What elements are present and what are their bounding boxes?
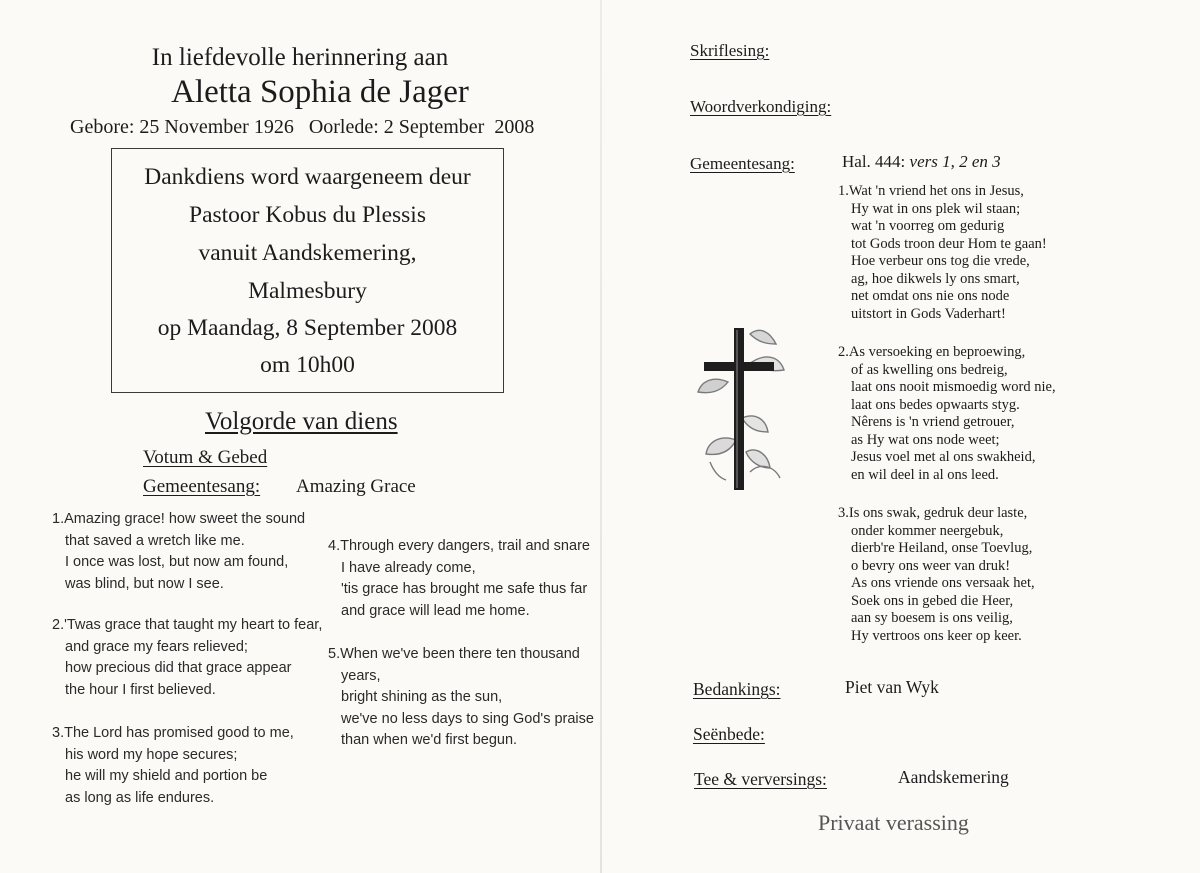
votum-gebed-label: Votum & Gebed <box>143 447 268 468</box>
hymn-line: Nêrens is 'n vriend getrouer, <box>851 414 1015 430</box>
service-line: om 10h00 <box>260 352 355 378</box>
hymn-line: aan sy boesem is ons veilig, <box>851 610 1013 626</box>
hymn-line: 3.Is ons swak, gedruk deur laste, <box>838 505 1028 521</box>
verse-line: 'tis grace has brought me safe thus far <box>341 581 588 597</box>
service-line: vanuit Aandskemering, <box>198 240 417 266</box>
tee-verversings-label: Tee & verversings: <box>694 769 827 789</box>
verse-line: 2.'Twas grace that taught my heart to fear, <box>52 617 323 633</box>
service-line: Malmesbury <box>248 278 367 304</box>
verse-line: as long as life endures. <box>65 789 215 806</box>
verse-line: 5.When we've been there ten thousand <box>328 646 580 662</box>
hymn-line: wat 'n voorreg om gedurig <box>851 218 1005 234</box>
verse-line: that saved a wretch like me. <box>65 532 245 549</box>
hymn-line: Hoe verbeur ons tog die vrede, <box>851 253 1030 269</box>
gemeentesang-hymn: Amazing Grace <box>296 476 416 497</box>
verse-line: I have already come, <box>341 559 476 576</box>
bedankings-name: Piet van Wyk <box>845 677 939 697</box>
hymn-line: en wil deel in al ons leed. <box>851 466 999 483</box>
hymn-line: ag, hoe dikwels ly ons smart, <box>851 270 1020 287</box>
verse-line: 4.Through every dangers, trail and snare <box>328 538 590 554</box>
gemeentesang-label-right: Gemeentesang: <box>690 154 795 173</box>
verse-line: 1.Amazing grace! how sweet the sound <box>52 511 306 527</box>
hymn-line: laat ons nooit mismoedig word nie, <box>851 379 1056 395</box>
hymn-line: As ons vriende ons versaak het, <box>851 575 1035 591</box>
hymn-line: onder kommer neergebuk, <box>851 522 1004 539</box>
verse-line: years, <box>341 667 381 684</box>
bedankings-label: Bedankings: <box>693 679 781 699</box>
verse-line: and grace will lead me home. <box>341 602 530 619</box>
woordverkondiging-label: Woordverkondiging: <box>690 97 832 116</box>
seenbede-label: Seënbede: <box>693 724 765 744</box>
hymn-line: net omdat ons nie ons node <box>851 288 1010 304</box>
hymn-line: of as kwelling ons bedreig, <box>851 361 1008 378</box>
hymn-line: laat ons bedes opwaarts styg. <box>851 396 1020 413</box>
amazing-grace-verse-2 <box>52 615 322 701</box>
hymn-line: as Hy wat ons node weet; <box>851 431 1000 448</box>
hymn-line: 2.As versoeking en beproewing, <box>838 344 1026 360</box>
verse-line: the hour I first believed. <box>65 681 216 698</box>
hymn-reference <box>842 152 1001 172</box>
skriflesing-label: Skriflesing: <box>690 41 770 60</box>
order-of-service-title: Volgorde van diens <box>205 408 398 435</box>
service-line: op Maandag, 8 September 2008 <box>157 315 458 341</box>
verse-line: was blind, but now I see. <box>65 575 224 592</box>
cross-with-lilies-icon <box>690 322 790 492</box>
hymn-line: dierb're Heiland, onse Toevlug, <box>851 540 1033 556</box>
verse-line: 3.The Lord has promised good to me, <box>52 725 294 741</box>
hymn-line: 1.Wat 'n vriend het ons in Jesus, <box>838 183 1024 199</box>
page-fold <box>600 0 602 873</box>
amazing-grace-verse-3 <box>52 723 294 809</box>
verse-line: he will my shield and portion be <box>65 768 268 784</box>
amazing-grace-verse-1 <box>52 509 305 595</box>
tee-verversings-venue: Aandskemering <box>898 767 1009 787</box>
hymn-verse-1 <box>838 183 1047 323</box>
hymn-line: Hy vertroos ons keer op keer. <box>851 627 1022 644</box>
hymn-verses: vers 1, 2 en 3 <box>909 152 1001 171</box>
service-line: Pastoor Kobus du Plessis <box>189 202 426 228</box>
service-details-box <box>111 148 504 393</box>
hymn-number: Hal. 444: <box>842 152 906 171</box>
deceased-name: Aletta Sophia de Jager <box>171 74 469 110</box>
hymn-verse-2 <box>838 344 1056 484</box>
birth-death-dates: Gebore: 25 November 1926 Oorlede: 2 September 2008 <box>70 116 535 138</box>
verse-line: than when we'd first begun. <box>341 732 518 748</box>
amazing-grace-verse-5 <box>328 644 594 752</box>
hymn-line: Jesus voel met al ons swakheid, <box>851 449 1036 465</box>
service-line: Dankdiens word waargeneem deur <box>144 164 471 190</box>
verse-line: bright shining as the sun, <box>341 689 503 705</box>
gemeentesang-label: Gemeentesang: <box>143 476 261 497</box>
private-cremation-note: Privaat verassing <box>818 810 969 835</box>
memorial-intro: In liefdevolle herinnering aan <box>151 44 449 71</box>
hymn-line: Hy wat in ons plek wil staan; <box>851 200 1021 217</box>
verse-line: how precious did that grace appear <box>65 660 292 676</box>
verse-line: and grace my fears relieved; <box>65 638 248 655</box>
hymn-line: o bevry ons weer van druk! <box>851 557 1011 574</box>
verse-line: we've no less days to sing God's praise <box>341 710 594 727</box>
hymn-line: Soek ons in gebed die Heer, <box>851 592 1014 609</box>
verse-line: his word my hope secures; <box>65 746 238 763</box>
hymn-verse-3 <box>838 505 1035 645</box>
hymn-line: uitstort in Gods Vaderhart! <box>851 305 1006 322</box>
amazing-grace-verse-4 <box>328 536 590 622</box>
verse-line: I once was lost, but now am found, <box>65 554 289 570</box>
hymn-line: tot Gods troon deur Hom te gaan! <box>851 235 1047 252</box>
